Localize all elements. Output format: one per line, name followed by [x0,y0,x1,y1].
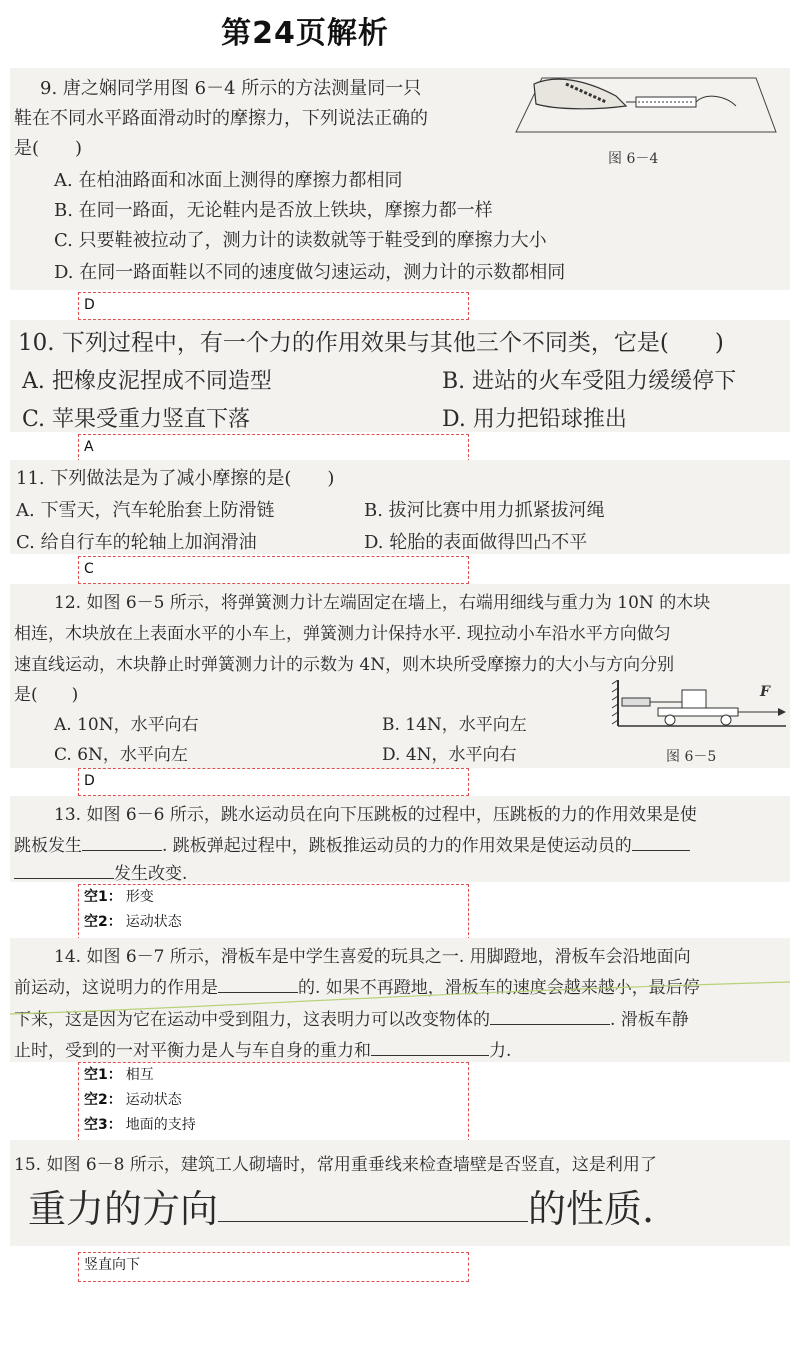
q12-force-label: F [760,684,770,700]
q11-answer: C [84,561,94,577]
q14-line-3-text-b: . 滑板车静 [610,1010,689,1030]
q9-option-d: D. 在同一路面鞋以不同的速度做匀速运动，测力计的示数都相同 [54,262,566,283]
q12-line-2: 相连，木块放在上表面水平的小车上，弹簧测力计保持水平. 现拉动小车沿水平方向做匀 [14,624,671,644]
q14-answer-2-value: 运动状态 [125,1092,182,1108]
q9-answer-box [78,292,469,320]
q13-blank-2b [14,878,114,879]
q10-option-a: A. 把橡皮泥捏成不同造型 [22,369,272,394]
q12-figure-caption: 图 6－5 [666,749,717,765]
q9-line-1: 9. 唐之娴同学用图 6－4 所示的方法测量同一只 [40,78,422,99]
q15-answer-box [78,1252,469,1282]
q13-line-2-text-a: 跳板发生 [14,836,82,856]
q9-line-3: 是( ) [14,138,83,159]
q13-answer-1 [84,888,463,913]
question-14-scan [10,938,790,1062]
q11-stem: 11. 下列做法是为了减小摩擦的是( ) [16,468,335,489]
q14-answer-3 [84,1116,463,1141]
q12-option-c: C. 6N，水平向左 [54,745,188,765]
q13-answer-2 [84,913,463,938]
q15-line-2-text-a: 重力的方向 [28,1187,219,1231]
question-12-scan [10,584,790,768]
q14-answer-2-label: 空2： [84,1092,122,1108]
q13-answer-2-value: 运动状态 [125,914,182,930]
q14-answer-box [78,1062,469,1142]
q14-answer-3-value: 地面的支持 [125,1117,196,1133]
q9-figure-caption: 图 6－4 [608,151,659,167]
q9-option-c: C. 只要鞋被拉动了，测力计的读数就等于鞋受到的摩擦力大小 [54,230,547,251]
q11-option-c: C. 给自行车的轮轴上加润滑油 [16,532,257,553]
q9-line-2: 鞋在不同水平路面滑动时的摩擦力，下列说法正确的 [14,108,428,129]
q11-answer-box [78,556,469,584]
q12-option-d: D. 4N，水平向右 [382,745,517,765]
q13-blank-1 [82,850,162,851]
q15-line-1: 15. 如图 6－8 所示，建筑工人砌墙时，常用重垂线来检查墙壁是否竖直，这是利用了 [14,1155,657,1175]
q12-option-a: A. 10N，水平向右 [54,715,199,735]
q12-line-1: 12. 如图 6－5 所示，将弹簧测力计左端固定在墙上，右端用细线与重力为 10N 的木块 [54,593,711,613]
q14-line-2-text-a: 前运动，这说明力的作用是 [14,978,218,998]
q14-answer-1 [84,1066,463,1091]
question-13-scan [10,796,790,882]
q13-line-3-text: 发生改变. [114,864,188,884]
q12-answer: D [84,773,95,789]
q9-option-a: A. 在柏油路面和冰面上测得的摩擦力都相同 [54,170,403,191]
q13-line-2 [14,831,690,856]
q15-line-2 [28,1178,654,1233]
q13-line-3 [14,859,187,884]
q14-answer-2 [84,1091,463,1116]
q15-line-2-text-b: 的性质. [528,1187,655,1231]
q14-answer-1-label: 空1： [84,1067,122,1083]
question-11-scan [10,460,790,554]
q11-option-d: D. 轮胎的表面做得凹凸不平 [364,532,588,553]
q14-line-1: 14. 如图 6－7 所示，滑板车是中学生喜爱的玩具之一. 用脚蹬地，滑板车会沿地面向 [54,947,691,967]
q13-answer-1-label: 空1： [84,889,122,905]
q12-answer-box [78,768,469,796]
q9-option-b: B. 在同一路面，无论鞋内是否放上铁块，摩擦力都一样 [54,200,493,221]
q14-blank-2 [490,1024,610,1025]
q13-line-1: 13. 如图 6－6 所示，跳水运动员在向下压跳板的过程中，压跳板的力的作用效果是使 [54,805,697,825]
q10-option-c: C. 苹果受重力竖直下落 [22,407,251,432]
q11-option-b: B. 拔河比赛中用力抓紧拔河绳 [364,500,605,521]
q14-line-2-text-b: 的. 如果不再蹬地，滑板车的速度会越来越小，最后停 [298,978,700,998]
q13-blank-2a [632,850,690,851]
scan-pencil-mark [10,968,790,1018]
question-9-scan [10,68,790,290]
q14-line-4 [14,1036,511,1061]
q14-answer-3-label: 空3： [84,1117,122,1133]
question-15-scan [10,1140,790,1246]
q13-answer-2-label: 空2： [84,914,122,930]
q12-option-b: B. 14N，水平向左 [382,715,527,735]
q10-option-b: B. 进站的火车受阻力缓缓停下 [442,369,737,394]
q14-line-4-text-a: 止时，受到的一对平衡力是人与车自身的重力和 [14,1041,371,1061]
q11-option-a: A. 下雪天，汽车轮胎套上防滑链 [16,500,275,521]
q14-line-4-text-b: 力. [489,1041,512,1061]
q10-answer: A [84,439,94,455]
q9-answer: D [84,297,95,313]
q13-line-2-text-b: . 跳板弹起过程中，跳板推运动员的力的作用效果是使运动员的 [162,836,632,856]
q10-answer-box [78,434,469,462]
q13-answer-1-value: 形变 [125,889,154,905]
q15-blank [218,1221,528,1222]
q14-blank-3 [371,1055,489,1056]
q13-answer-box [78,884,469,940]
q10-option-d: D. 用力把铅球推出 [442,407,627,432]
q15-answer: 竖直向下 [84,1257,140,1273]
question-10-scan [10,320,790,432]
q14-line-3-text-a: 下来，这是因为它在运动中受到阻力，这表明力可以改变物体的 [14,1010,490,1030]
q12-line-3: 速直线运动，木块静止时弹簧测力计的示数为 4N，则木块所受摩擦力的大小与方向分别 [14,655,675,675]
q14-answer-1-value: 相互 [125,1067,154,1083]
shoe-friction-figure [486,70,786,140]
page-title: 第24页解析 [221,16,389,51]
q12-line-4: 是( ) [14,685,79,705]
q10-stem: 10. 下列过程中，有一个力的作用效果与其他三个不同类，它是( ) [18,330,724,356]
